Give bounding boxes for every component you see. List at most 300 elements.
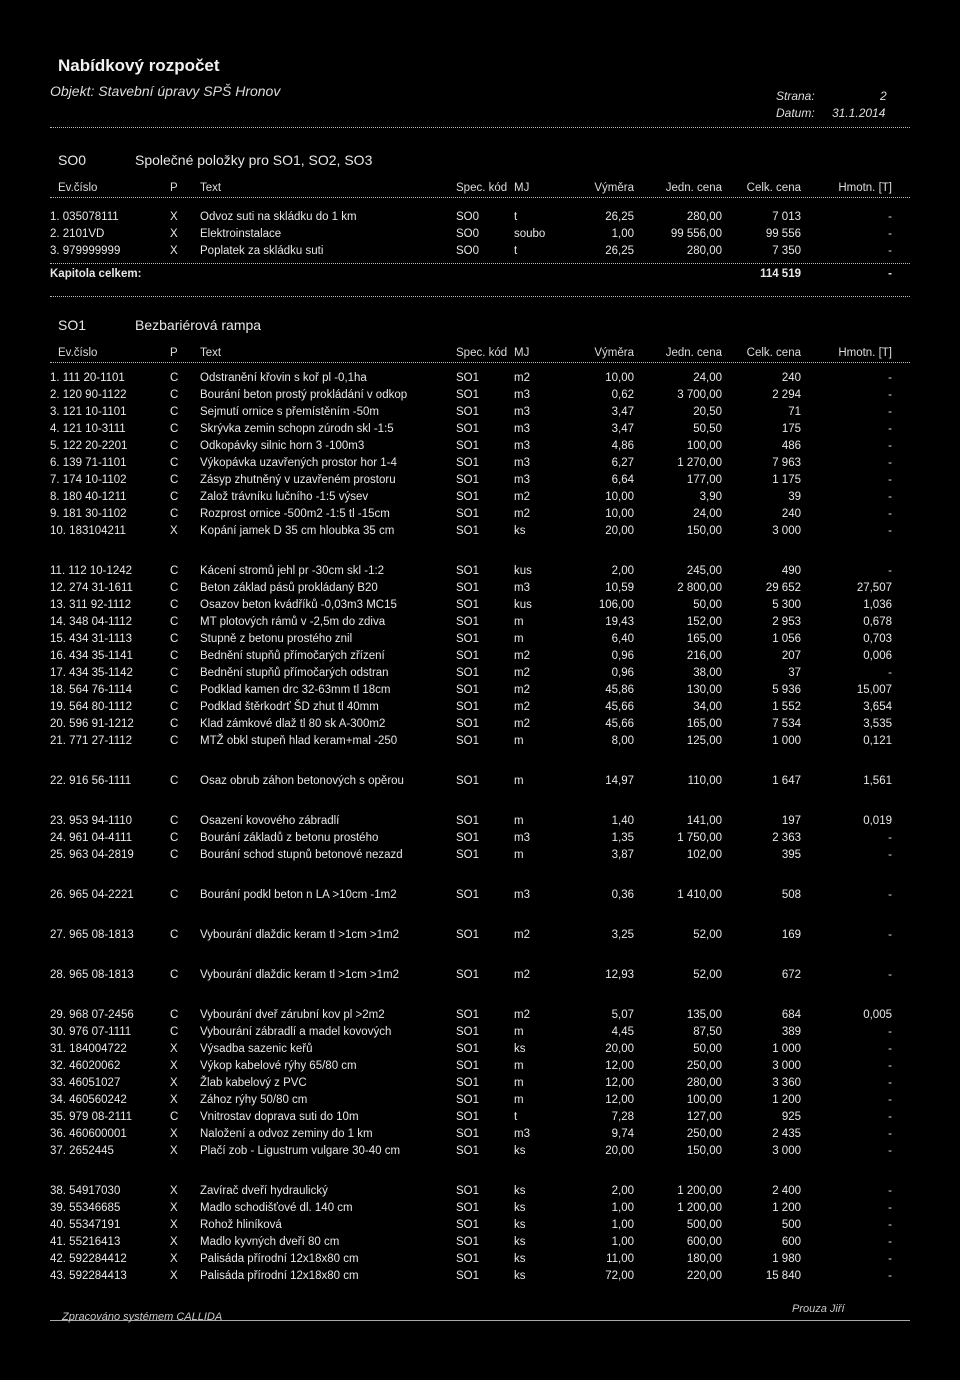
item-description: Bourání beton prostý prokládání v odkop (200, 389, 408, 401)
item-number: 32. 46020062 (50, 1060, 121, 1072)
item-unit-price: 280,00 (686, 211, 722, 223)
item-total: 684 (781, 1009, 801, 1021)
item-quantity: 3,47 (611, 406, 634, 418)
item-spec-code: SO0 (456, 211, 480, 223)
item-spec-code: SO0 (456, 228, 480, 240)
item-quantity: 11,00 (606, 1253, 634, 1265)
item-spec-code: SO1 (456, 582, 480, 594)
item-total: 15 840 (765, 1270, 801, 1282)
item-number: 37. 2652445 (50, 1145, 114, 1157)
item-type: C (170, 582, 179, 594)
item-spec-code: SO1 (456, 1270, 480, 1282)
item-weight: - (888, 423, 892, 435)
item-number: 3. 121 10-1101 (50, 406, 127, 418)
item-unit: kus (514, 565, 532, 577)
item-description: Výkopávka uzavřených prostor hor 1-4 (200, 457, 397, 469)
item-type: X (170, 1060, 178, 1072)
item-unit-price: 52,00 (693, 929, 722, 941)
item-unit-price: 152,00 (686, 616, 722, 628)
item-spec-code: SO1 (456, 616, 480, 628)
col-header-spec: Spec. kód (456, 182, 508, 194)
item-quantity: 72,00 (605, 1270, 634, 1282)
item-quantity: 0,36 (611, 889, 634, 901)
item-weight: 15,007 (856, 684, 892, 696)
column-header-divider (50, 362, 910, 363)
item-total: 7 534 (772, 718, 801, 730)
item-number: 42. 592284412 (50, 1253, 127, 1265)
item-total: 240 (781, 372, 801, 384)
item-number: 8. 180 40-1211 (50, 491, 127, 503)
item-quantity: 1,00 (611, 1236, 634, 1248)
item-unit: m3 (514, 1128, 530, 1140)
item-quantity: 45,66 (605, 701, 634, 713)
item-quantity: 9,74 (611, 1128, 634, 1140)
item-description: Elektroinstalace (200, 228, 282, 240)
item-total: 39 (788, 491, 801, 503)
item-total: 508 (781, 889, 801, 901)
item-spec-code: SO1 (456, 599, 480, 611)
item-unit: m3 (514, 423, 530, 435)
item-number: 41. 55216413 (50, 1236, 121, 1248)
col-header-text: Text (200, 182, 222, 194)
item-unit-price: 50,00 (693, 599, 722, 611)
col-header-mj: MJ (514, 182, 530, 194)
item-weight: - (888, 1219, 892, 1231)
item-quantity: 5,07 (611, 1009, 634, 1021)
date-label: Datum: (776, 106, 815, 120)
item-spec-code: SO1 (456, 372, 480, 384)
col-header-quantity: Výměra (594, 182, 634, 194)
item-quantity: 2,00 (611, 1185, 634, 1197)
item-quantity: 20,00 (605, 1145, 634, 1157)
item-description: Odkopávky silnic horn 3 -100m3 (200, 440, 365, 452)
item-quantity: 26,25 (605, 245, 634, 257)
item-total: 2 400 (772, 1185, 801, 1197)
item-description: Zavírač dveří hydraulický (200, 1185, 328, 1197)
summary-total: 114 519 (760, 268, 801, 280)
item-description: Sejmutí ornice s přemístěním -50m (200, 406, 379, 418)
item-number: 3. 979999999 (50, 245, 121, 257)
item-unit: m (514, 1060, 524, 1072)
item-spec-code: SO1 (456, 701, 480, 713)
item-quantity: 10,59 (605, 582, 634, 594)
item-unit-price: 1 200,00 (677, 1202, 722, 1214)
item-weight: - (888, 491, 892, 503)
item-quantity: 1,35 (611, 832, 634, 844)
item-unit-price: 280,00 (686, 1077, 722, 1089)
item-weight: - (888, 1185, 892, 1197)
item-description: Plačí zob - Ligustrum vulgare 30-40 cm (200, 1145, 401, 1157)
item-description: MTŽ obkl stupeň hlad keram+mal -250 (200, 735, 398, 747)
item-weight: - (888, 406, 892, 418)
item-quantity: 1,40 (611, 815, 634, 827)
item-total: 2 435 (772, 1128, 801, 1140)
item-unit: m (514, 849, 524, 861)
item-type: X (170, 1202, 178, 1214)
item-spec-code: SO1 (456, 1236, 480, 1248)
item-description: Výkop kabelové rýhy 65/80 cm (200, 1060, 357, 1072)
item-description: Kopání jamek D 35 cm hloubka 35 cm (200, 525, 395, 537)
item-unit: m2 (514, 508, 530, 520)
item-unit: m (514, 1026, 524, 1038)
item-unit-price: 180,00 (686, 1253, 722, 1265)
item-spec-code: SO1 (456, 718, 480, 730)
item-total: 2 294 (772, 389, 801, 401)
item-total: 500 (781, 1219, 801, 1231)
item-total: 490 (781, 565, 801, 577)
item-number: 19. 564 80-1112 (50, 701, 133, 713)
item-description: Kácení stromů jehl pr -30cm skl -1:2 (200, 565, 385, 577)
item-description: Bednění stupňů přímočarých odstran (200, 667, 389, 679)
summary-label: Kapitola celkem: (50, 268, 142, 280)
item-spec-code: SO0 (456, 245, 480, 257)
item-number: 24. 961 04-4111 (50, 832, 133, 844)
item-number: 5. 122 20-2201 (50, 440, 128, 452)
item-unit-price: 1 410,00 (677, 889, 722, 901)
item-quantity: 10,00 (605, 508, 634, 520)
item-description: Vybourání zábradlí a madel kovových (200, 1026, 392, 1038)
col-header-unit-price: Jedn. cena (665, 182, 722, 194)
item-quantity: 1,00 (611, 1202, 634, 1214)
item-unit: soubo (514, 228, 546, 240)
item-type: C (170, 406, 179, 418)
item-type: C (170, 701, 179, 713)
item-weight: - (888, 389, 892, 401)
item-type: C (170, 650, 179, 662)
item-total: 1 980 (772, 1253, 801, 1265)
item-unit: ks (514, 1145, 526, 1157)
col-header-number: Ev.číslo (58, 347, 98, 359)
item-quantity: 45,86 (605, 684, 634, 696)
item-weight: 3,654 (863, 701, 892, 713)
col-header-spec: Spec. kód (456, 347, 508, 359)
item-weight: 0,678 (863, 616, 892, 628)
item-description: MT plotových rámů v -2,5m do zdiva (200, 616, 386, 628)
item-unit-price: 102,00 (686, 849, 722, 861)
item-total: 5 936 (772, 684, 801, 696)
col-header-quantity: Výměra (594, 347, 634, 359)
item-unit-price: 600,00 (686, 1236, 722, 1248)
item-type: C (170, 815, 179, 827)
item-spec-code: SO1 (456, 508, 480, 520)
item-weight: 0,703 (863, 633, 892, 645)
item-unit: m3 (514, 582, 530, 594)
item-total: 71 (788, 406, 801, 418)
item-weight: 3,535 (863, 718, 892, 730)
item-unit-price: 165,00 (686, 633, 722, 645)
item-unit-price: 1 750,00 (677, 832, 722, 844)
item-description: Naložení a odvoz zeminy do 1 km (200, 1128, 373, 1140)
item-total: 207 (781, 650, 801, 662)
item-total: 37 (788, 667, 801, 679)
item-quantity: 12,00 (605, 1094, 634, 1106)
item-description: Rohož hliníková (200, 1219, 282, 1231)
item-unit: m3 (514, 457, 530, 469)
item-number: 18. 564 76-1114 (50, 684, 133, 696)
item-total: 5 300 (772, 599, 801, 611)
item-quantity: 7,28 (611, 1111, 634, 1123)
header-divider (50, 127, 910, 128)
item-total: 672 (781, 969, 801, 981)
item-description: Klad zámkové dlaž tl 80 sk A-300m2 (200, 718, 386, 730)
item-type: C (170, 423, 179, 435)
item-spec-code: SO1 (456, 815, 480, 827)
item-number: 9. 181 30-1102 (50, 508, 127, 520)
item-number: 20. 596 91-1212 (50, 718, 134, 730)
item-unit-price: 20,50 (693, 406, 722, 418)
item-type: X (170, 1236, 178, 1248)
item-weight: - (888, 440, 892, 452)
col-header-text: Text (200, 347, 222, 359)
item-description: Zához rýhy 50/80 cm (200, 1094, 308, 1106)
item-total: 925 (781, 1111, 801, 1123)
item-unit: t (514, 1111, 518, 1123)
item-weight: 0,019 (863, 815, 892, 827)
item-unit: m (514, 815, 524, 827)
item-spec-code: SO1 (456, 525, 480, 537)
item-weight: - (888, 508, 892, 520)
item-type: X (170, 1185, 178, 1197)
item-weight: - (888, 1060, 892, 1072)
item-weight: - (888, 1253, 892, 1265)
item-type: X (170, 525, 178, 537)
item-weight: - (888, 667, 892, 679)
item-unit-price: 1 200,00 (677, 1185, 722, 1197)
item-quantity: 0,96 (611, 667, 634, 679)
item-total: 2 953 (772, 616, 801, 628)
item-weight: 1,036 (863, 599, 892, 611)
item-weight: - (888, 1077, 892, 1089)
footer-right: Prouza Jiří (792, 1303, 845, 1315)
item-unit-price: 1 270,00 (677, 457, 722, 469)
col-header-total: Celk. cena (746, 182, 801, 194)
item-description: Podklad kamen drc 32-63mm tl 18cm (200, 684, 391, 696)
page-number: 2 (880, 89, 887, 103)
item-weight: - (888, 1026, 892, 1038)
item-total: 1 200 (772, 1202, 801, 1214)
item-description: Vnitrostav doprava suti do 10m (200, 1111, 359, 1123)
item-spec-code: SO1 (456, 650, 480, 662)
item-weight: - (888, 1145, 892, 1157)
item-unit: m (514, 735, 524, 747)
item-weight: - (888, 457, 892, 469)
item-unit-price: 50,00 (693, 1043, 722, 1055)
item-type: X (170, 1077, 178, 1089)
item-spec-code: SO1 (456, 389, 480, 401)
item-quantity: 106,00 (598, 599, 634, 611)
item-spec-code: SO1 (456, 474, 480, 486)
item-number: 31. 184004722 (50, 1043, 127, 1055)
item-weight: - (888, 1270, 892, 1282)
item-quantity: 4,45 (611, 1026, 634, 1038)
item-unit-price: 216,00 (686, 650, 722, 662)
item-unit: ks (514, 1219, 526, 1231)
item-quantity: 3,47 (611, 423, 634, 435)
item-unit-price: 250,00 (686, 1128, 722, 1140)
item-type: C (170, 565, 179, 577)
item-unit: m2 (514, 684, 530, 696)
item-total: 1 175 (772, 474, 801, 486)
col-header-p: P (170, 347, 178, 359)
item-total: 7 350 (772, 245, 801, 257)
item-number: 25. 963 04-2819 (50, 849, 134, 861)
section-name: Společné položky pro SO1, SO2, SO3 (135, 152, 373, 168)
item-type: C (170, 735, 179, 747)
item-description: Bourání základů z betonu prostého (200, 832, 379, 844)
object-name: Objekt: Stavební úpravy SPŠ Hronov (50, 83, 281, 99)
item-total: 1 647 (772, 775, 801, 787)
item-type: C (170, 684, 179, 696)
item-type: C (170, 1111, 179, 1123)
item-number: 11. 112 10-1242 (50, 565, 133, 577)
item-unit-price: 52,00 (693, 969, 722, 981)
item-description: Stupně z betonu prostého znil (200, 633, 353, 645)
item-total: 3 000 (772, 1060, 801, 1072)
item-spec-code: SO1 (456, 1145, 480, 1157)
item-unit: m (514, 1094, 524, 1106)
item-number: 10. 183104211 (50, 525, 126, 537)
item-unit-price: 2 800,00 (677, 582, 722, 594)
item-spec-code: SO1 (456, 491, 480, 503)
item-number: 30. 976 07-1111 (50, 1026, 132, 1038)
item-spec-code: SO1 (456, 565, 480, 577)
item-unit: m2 (514, 969, 530, 981)
item-quantity: 3,87 (611, 849, 634, 861)
item-spec-code: SO1 (456, 1185, 480, 1197)
item-number: 17. 434 35-1142 (50, 667, 133, 679)
item-weight: - (888, 1043, 892, 1055)
summary-divider (50, 263, 910, 264)
item-unit: m2 (514, 650, 530, 662)
col-header-total: Celk. cena (746, 347, 801, 359)
footer-left: Zpracováno systémem CALLIDA (62, 1311, 223, 1323)
item-quantity: 1,00 (611, 1219, 634, 1231)
item-unit: m3 (514, 440, 530, 452)
item-description: Bourání podkl beton n LA >10cm -1m2 (200, 889, 397, 901)
item-unit-price: 130,00 (686, 684, 722, 696)
item-weight: - (888, 849, 892, 861)
item-description: Podklad štěrkodrť ŠD zhut tl 40mm (200, 701, 379, 713)
item-total: 486 (781, 440, 801, 452)
item-spec-code: SO1 (456, 1009, 480, 1021)
item-total: 600 (781, 1236, 801, 1248)
column-header-divider (50, 197, 910, 198)
item-total: 1 200 (772, 1094, 801, 1106)
item-type: C (170, 775, 179, 787)
item-unit: kus (514, 599, 532, 611)
item-total: 3 000 (772, 525, 801, 537)
item-unit-price: 87,50 (693, 1026, 722, 1038)
item-unit: m (514, 616, 524, 628)
item-number: 1. 035078111 (50, 211, 119, 223)
item-description: Palisáda přírodní 12x18x80 cm (200, 1253, 359, 1265)
item-quantity: 2,00 (611, 565, 634, 577)
item-unit-price: 150,00 (686, 525, 722, 537)
item-weight: 0,006 (863, 650, 892, 662)
page-label: Strana: (776, 89, 815, 103)
item-type: C (170, 718, 179, 730)
item-total: 2 363 (772, 832, 801, 844)
item-unit: ks (514, 1236, 526, 1248)
item-unit: m2 (514, 718, 530, 730)
item-number: 35. 979 08-2111 (50, 1111, 133, 1123)
item-type: X (170, 228, 178, 240)
item-quantity: 20,00 (605, 525, 634, 537)
item-description: Skrývka zemin schopn zúrodn skl -1:5 (200, 423, 394, 435)
item-quantity: 6,64 (611, 474, 634, 486)
document-title: Nabídkový rozpočet (58, 56, 220, 75)
item-quantity: 6,40 (611, 633, 634, 645)
item-spec-code: SO1 (456, 667, 480, 679)
item-type: C (170, 832, 179, 844)
item-description: Osazov beton kvádříků -0,03m3 MC15 (200, 599, 397, 611)
item-total: 1 552 (772, 701, 801, 713)
item-spec-code: SO1 (456, 457, 480, 469)
item-spec-code: SO1 (456, 969, 480, 981)
item-unit: m (514, 1077, 524, 1089)
item-number: 2. 2101VD (50, 228, 105, 240)
item-unit-price: 135,00 (686, 1009, 722, 1021)
item-description: Poplatek za skládku suti (200, 245, 324, 257)
item-number: 1. 111 20-1101 (50, 372, 125, 384)
item-spec-code: SO1 (456, 1026, 480, 1038)
item-type: C (170, 508, 179, 520)
item-weight: - (888, 1111, 892, 1123)
item-total: 1 000 (772, 735, 801, 747)
item-spec-code: SO1 (456, 849, 480, 861)
item-weight: - (888, 474, 892, 486)
item-unit: ks (514, 1185, 526, 1197)
item-quantity: 0,62 (611, 389, 634, 401)
item-unit-price: 141,00 (686, 815, 722, 827)
item-unit-price: 50,50 (693, 423, 722, 435)
item-description: Madlo schodišťové dl. 140 cm (200, 1202, 353, 1214)
item-weight: - (888, 1094, 892, 1106)
item-number: 6. 139 71-1101 (50, 457, 127, 469)
item-spec-code: SO1 (456, 1202, 480, 1214)
item-description: Odstranění křovin s koř pl -0,1ha (200, 372, 367, 384)
item-unit-price: 177,00 (686, 474, 722, 486)
item-weight: - (888, 929, 892, 941)
item-unit-price: 500,00 (686, 1219, 722, 1231)
section-name: Bezbariérová rampa (135, 317, 262, 333)
item-number: 40. 55347191 (50, 1219, 121, 1231)
item-type: C (170, 599, 179, 611)
item-number: 15. 434 31-1113 (50, 633, 133, 645)
item-number: 22. 916 56-1111 (50, 775, 132, 787)
item-unit-price: 280,00 (686, 245, 722, 257)
item-spec-code: SO1 (456, 406, 480, 418)
item-unit: m (514, 775, 524, 787)
item-quantity: 4,86 (611, 440, 634, 452)
item-type: C (170, 969, 179, 981)
item-type: C (170, 667, 179, 679)
item-number: 36. 460600001 (50, 1128, 127, 1140)
item-unit: ks (514, 1270, 526, 1282)
col-header-number: Ev.číslo (58, 182, 98, 194)
item-total: 240 (781, 508, 801, 520)
item-weight: - (888, 245, 892, 257)
item-quantity: 12,00 (605, 1060, 634, 1072)
item-number: 7. 174 10-1102 (50, 474, 127, 486)
item-quantity: 19,43 (605, 616, 634, 628)
col-header-weight: Hmotn. [T] (838, 347, 892, 359)
item-unit-price: 245,00 (686, 565, 722, 577)
item-weight: 27,507 (856, 582, 892, 594)
item-description: Bednění stupňů přímočarých zřízení (200, 650, 385, 662)
item-number: 43. 592284413 (50, 1270, 127, 1282)
item-unit: m2 (514, 1009, 530, 1021)
